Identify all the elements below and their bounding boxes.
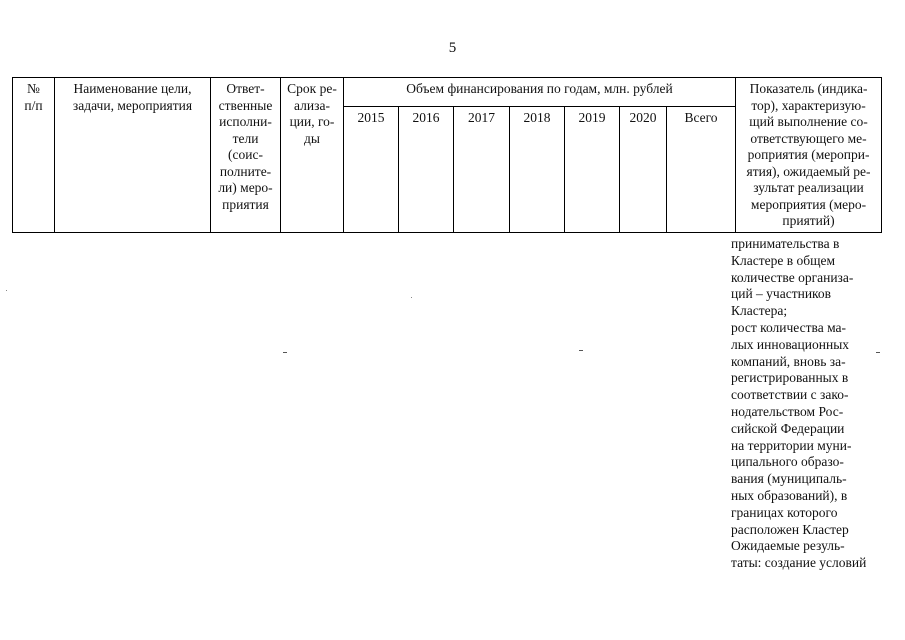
header-indicator: Показатель (индика- тор), характеризую- щий выполнение со- ответствующего ме- роприятия (меропри- ятия), ожидаемый ре- зультат реализации мероприятия (меро- приятий) <box>736 78 882 233</box>
scan-artifact <box>579 350 583 351</box>
header-responsible: Ответ- ственные исполни- тели (соис- полните- ли) меро- приятия <box>211 78 281 233</box>
header-term: Срок ре- ализа- ции, го- ды <box>281 78 344 233</box>
header-year-2018: 2018 <box>510 106 565 232</box>
program-table <box>12 77 882 233</box>
scan-artifact <box>411 297 412 298</box>
page-number: 5 <box>448 40 457 56</box>
header-name: Наименование цели, задачи, мероприятия <box>55 78 211 233</box>
header-year-2017: 2017 <box>454 106 510 232</box>
indicator-continuation-text: принимательства в Кластере в общем количестве организа- ций – участников Кластера; рост количества ма- лых инновационных компаний, вновь за- регистрированных в соответствии с зако- нодательством Рос- сийской Федерации на территории муни- ципального образо- вания (муниципаль- ных образований), в границах которого расположен Кластер Ожидаемые резуль- таты: создание условий <box>731 236 867 571</box>
scan-artifact <box>876 352 880 353</box>
header-funding: Объем финансирования по годам, млн. рублей <box>344 78 736 107</box>
header-year-2016: 2016 <box>399 106 454 232</box>
header-year-2019: 2019 <box>565 106 620 232</box>
header-year-2015: 2015 <box>344 106 399 232</box>
header-year-2020: 2020 <box>620 106 667 232</box>
scan-artifact <box>6 290 7 291</box>
header-total: Всего <box>667 106 736 232</box>
header-number: № п/п <box>13 78 55 233</box>
scan-artifact <box>283 352 287 353</box>
table-header-row <box>13 78 882 107</box>
